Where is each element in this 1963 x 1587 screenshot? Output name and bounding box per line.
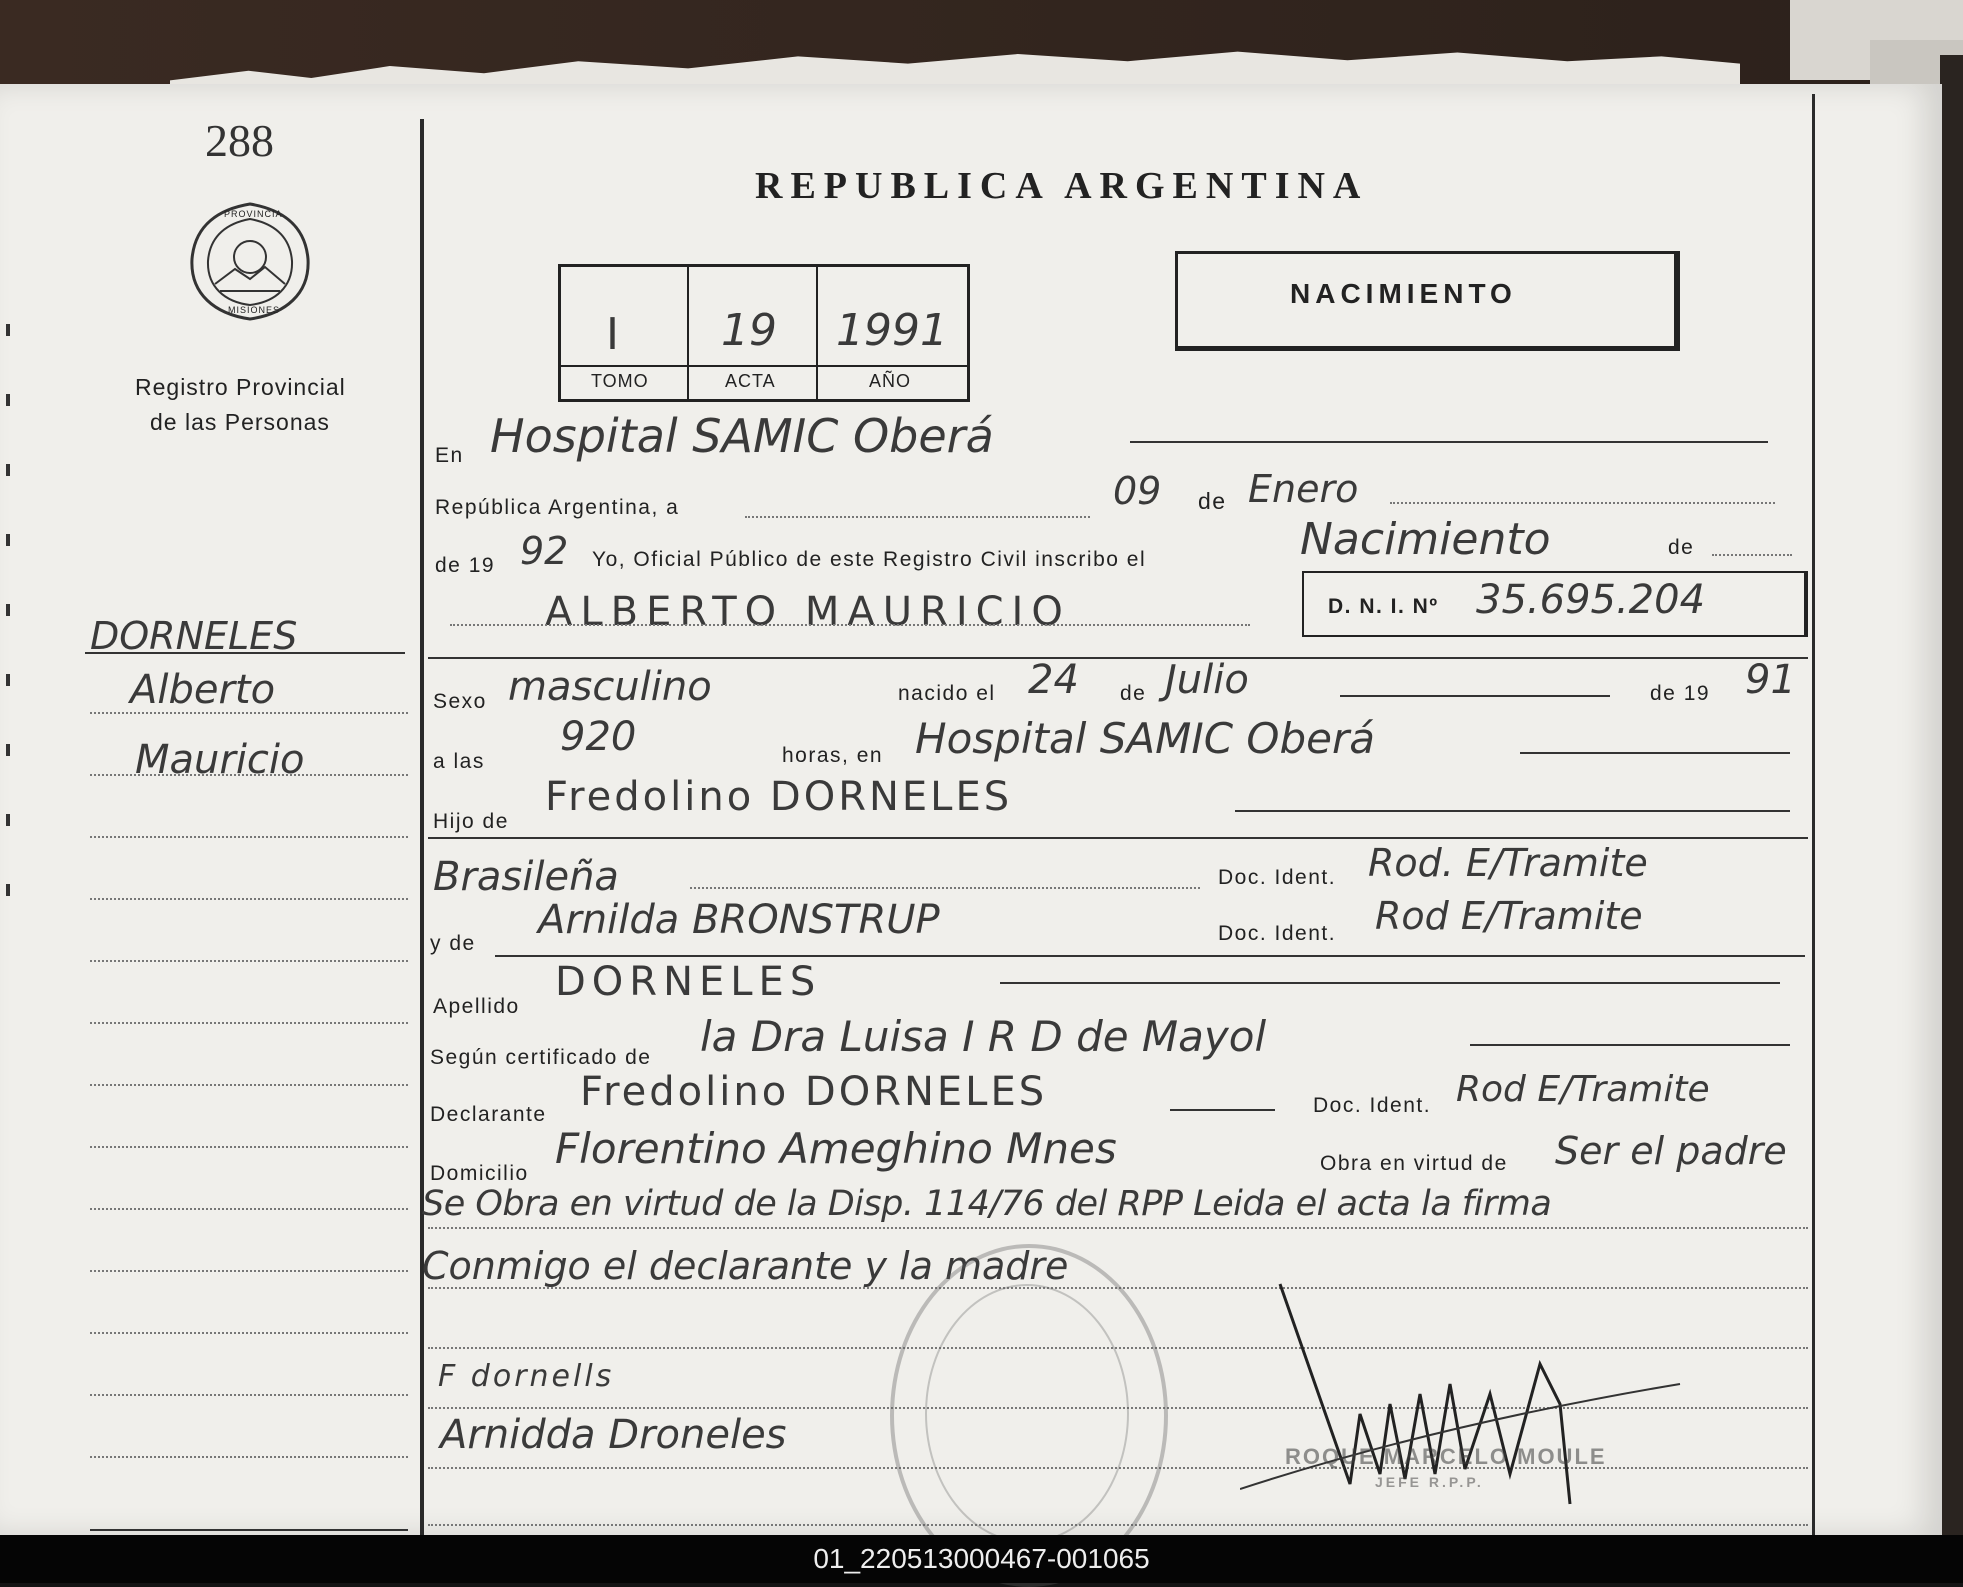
margin-surname: DORNELES	[90, 614, 298, 658]
label-declarante: Declarante	[430, 1103, 547, 1126]
field-declarant-doc: Rod E/Tramite	[1456, 1069, 1710, 1110]
line	[1712, 554, 1792, 556]
field-hour: 920	[560, 714, 637, 760]
field-year-suffix: 92	[520, 529, 569, 573]
margin-line	[90, 712, 408, 714]
label-de-19b: de 19	[1650, 682, 1711, 705]
label-domicilio: Domicilio	[430, 1162, 529, 1185]
line	[1000, 982, 1780, 984]
margin-line	[90, 836, 408, 838]
field-father-doc: Rod. E/Tramite	[1368, 841, 1648, 885]
field-mother: Arnilda BRONSTRUP	[538, 897, 940, 943]
section-line	[428, 657, 1808, 659]
acta-label: ACTA	[725, 371, 776, 391]
tomo-value: I	[606, 309, 619, 360]
field-mother-doc: Rod E/Tramite	[1375, 894, 1643, 938]
field-declarant: Fredolino DORNELES	[580, 1069, 1048, 1115]
official-seal-inner	[925, 1284, 1129, 1543]
anio-label: AÑO	[869, 371, 912, 391]
field-father-nationality: Brasileña	[433, 854, 619, 900]
line	[450, 624, 1250, 626]
official-title-stamp: JEFE R.P.P.	[1375, 1474, 1484, 1490]
office-name-line2: de las Personas	[150, 409, 330, 435]
margin-line	[90, 960, 408, 962]
label-horas: horas, en	[782, 744, 884, 767]
label-doc-ident-3: Doc. Ident.	[1313, 1094, 1432, 1117]
label-de-19: de 19	[435, 554, 496, 577]
acta-value: 19	[721, 305, 777, 356]
label-de: de	[1198, 488, 1227, 514]
margin-line	[90, 1022, 408, 1024]
field-birth-day: 24	[1028, 657, 1079, 703]
page-number: 288	[205, 115, 274, 166]
field-birth-month: Julio	[1165, 657, 1249, 703]
register-page	[0, 84, 1942, 1535]
margin-line	[90, 898, 408, 900]
office-name-line1: Registro Provincial	[135, 374, 346, 400]
anio-value: 1991	[836, 305, 948, 356]
margin-bottom-line	[90, 1529, 408, 1531]
margin-line	[90, 1394, 408, 1396]
field-name: ALBERTO MAURICIO	[545, 589, 1071, 635]
note-line-2: Conmigo el declarante y la madre	[422, 1244, 1069, 1288]
field-certificate: la Dra Luisa I R D de Mayol	[700, 1012, 1267, 1061]
label-de-1: de	[1120, 682, 1147, 705]
label-sexo: Sexo	[433, 690, 487, 713]
line	[1520, 752, 1790, 754]
field-dni: 35.695.204	[1476, 577, 1706, 623]
country-title: REPUBLICA ARGENTINA	[755, 165, 1369, 207]
line	[1470, 1044, 1790, 1046]
province-emblem	[180, 199, 320, 324]
margin-line	[90, 1332, 408, 1334]
record-type-box	[1175, 251, 1680, 351]
label-nacido: nacido el	[898, 682, 996, 705]
line	[1340, 695, 1610, 697]
field-address: Florentino Ameghino Mnes	[555, 1124, 1117, 1173]
line	[1235, 810, 1790, 812]
emblem-text-bottom: MISIONES	[228, 305, 281, 315]
margin-line	[90, 1456, 408, 1458]
label-y-de: y de	[430, 932, 476, 955]
margin-line	[90, 1270, 408, 1272]
field-act: Nacimiento	[1300, 514, 1551, 565]
column-divider	[420, 119, 424, 1535]
emblem-text-top: PROVINCIA	[224, 209, 283, 219]
field-father: Fredolino DORNELES	[545, 774, 1013, 820]
margin-middle-name: Mauricio	[135, 737, 305, 783]
binding-ticks	[6, 324, 10, 934]
section-line	[495, 955, 1805, 957]
field-month: Enero	[1248, 467, 1359, 511]
label-doc-ident-1: Doc. Ident.	[1218, 866, 1337, 889]
label-dni: D. N. I. Nº	[1328, 595, 1439, 618]
field-surname: DORNELES	[555, 959, 822, 1005]
field-birth-year-suffix: 91	[1745, 657, 1796, 703]
margin-line	[90, 774, 408, 776]
line	[1170, 1109, 1275, 1111]
record-type: NACIMIENTO	[1290, 278, 1517, 309]
line	[428, 1227, 1808, 1229]
book-shadow	[1940, 55, 1963, 1535]
field-sex: masculino	[508, 664, 712, 710]
dni-box	[1302, 571, 1808, 637]
margin-line	[90, 1146, 408, 1148]
official-name-stamp: ROQUE MARCELO MOULE	[1285, 1444, 1607, 1469]
field-day: 09	[1113, 469, 1162, 513]
margin-surname-line	[85, 652, 405, 654]
margin-line	[90, 1084, 408, 1086]
note-line-1: Se Obra en virtud de la Disp. 114/76 del RPP Leida el acta la firma	[422, 1184, 1552, 1224]
field-virtue: Ser el padre	[1555, 1129, 1787, 1173]
line	[745, 516, 1090, 518]
label-doc-ident-2: Doc. Ident.	[1218, 922, 1337, 945]
signature-mother: Arnidda Droneles	[440, 1412, 787, 1458]
field-place: Hospital SAMIC Oberá	[490, 409, 994, 463]
right-border	[1812, 94, 1815, 1535]
label-hijo-de: Hijo de	[433, 810, 509, 833]
official-signature	[1240, 1244, 1720, 1534]
line	[1390, 502, 1775, 504]
record-index-box	[558, 264, 970, 402]
image-id-footer: 01_220513000467-001065	[0, 1535, 1963, 1583]
section-line	[428, 837, 1808, 839]
label-apellido: Apellido	[433, 995, 520, 1018]
field-birth-place: Hospital SAMIC Oberá	[915, 714, 1375, 763]
tomo-label: TOMO	[591, 371, 649, 391]
label-republica: República Argentina, a	[435, 496, 680, 519]
label-segun: Según certificado de	[430, 1046, 652, 1069]
margin-line	[90, 1208, 408, 1210]
line	[690, 887, 1200, 889]
label-obra: Obra en virtud de	[1320, 1152, 1508, 1175]
label-en: En	[435, 444, 464, 467]
signature-father: F dornells	[438, 1359, 615, 1394]
line	[1130, 441, 1768, 443]
label-yo: Yo, Oficial Público de este Registro Civil inscribo el	[592, 548, 1147, 571]
label-a-las: a las	[433, 750, 485, 773]
label-de-tail: de	[1668, 536, 1695, 559]
margin-first-name: Alberto	[130, 667, 276, 713]
